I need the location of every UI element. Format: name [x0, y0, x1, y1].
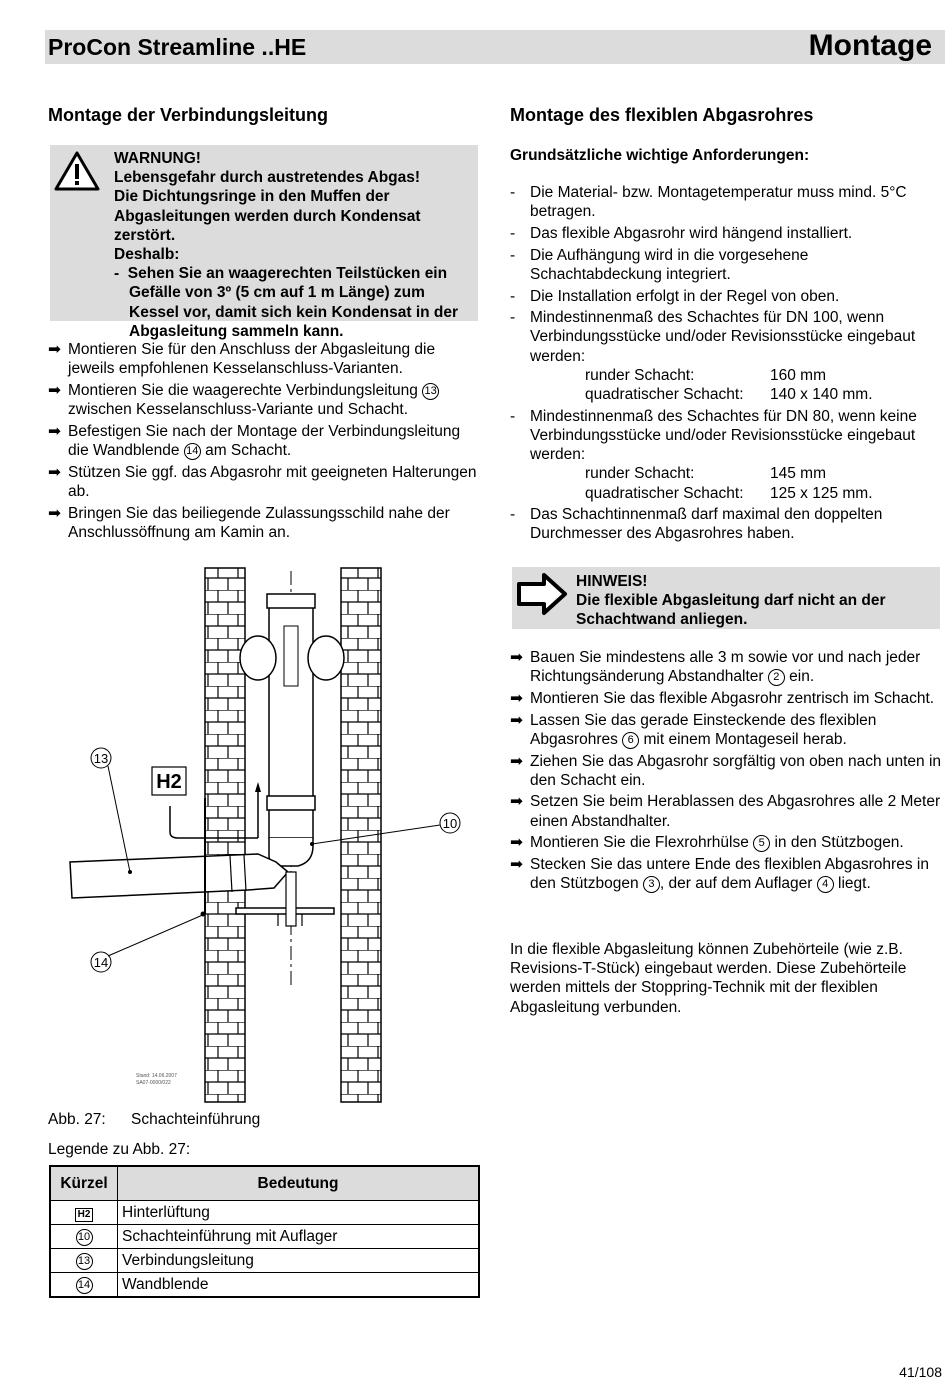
note-label: HINWEIS!	[576, 573, 648, 590]
callout-number: 13	[76, 1253, 93, 1270]
requirements-list	[510, 183, 942, 546]
list-item: - Das flexible Abgasrohr wird hängend installiert.	[510, 224, 853, 242]
left-heading: Montage der Verbindungsleitung	[48, 105, 329, 125]
warning-line: Die Dichtungsringe in den Muffen der Abgasleitungen werden durch Kondensat zerstört.	[114, 188, 421, 244]
callout-number: 10	[76, 1229, 93, 1246]
arrow-right-icon: ➡	[48, 504, 61, 522]
figure-shaft-entry	[48, 566, 480, 1104]
callout-number: 2	[768, 669, 785, 686]
horizontal-pipe	[70, 854, 288, 898]
callout-10: 10	[442, 816, 458, 831]
arrow-right-icon: ➡	[510, 834, 523, 852]
accessories-paragraph: In die flexible Abgasleitung können Zubehörteile (wie z.B. Revisions-T-Stück) eingebaut werden. Diese Zubehörteile werden mittels der Stoppring-Technik mit der flexiblen Abgasleitung verbunden.	[510, 941, 907, 1016]
label-h2: H2	[156, 771, 182, 793]
arrow-right-icon: ➡	[48, 463, 61, 481]
drawing-stamp: Stand: 14.06.2007	[136, 1073, 177, 1079]
list-item: - Mindestinnenmaß des Schachtes für DN 80, wenn keine Verbindungsstücke und/oder Revisionsstücke eingebaut werden: runder Schacht: 145 mm quadratischer Schacht: 125 x 125 mm.	[510, 407, 917, 502]
list-item: ➡ Ziehen Sie das Abgasrohr sorgfältig von oben nach unten in den Schacht ein.	[510, 752, 942, 789]
list-item: ➡ Montieren Sie für den Anschluss der Abgasleitung die jeweils empfohlenen Kesselanschluss-Varianten.	[48, 341, 436, 378]
right-steps	[510, 648, 942, 896]
list-item: - Die Aufhängung wird in die vorgesehene Schachtabdeckung integriert.	[510, 246, 809, 283]
list-item: ➡ Lassen Sie das gerade Einsteckende des flexiblen Abgasrohres 6 mit einem Montageseil herab.	[510, 711, 877, 748]
note-text	[576, 572, 936, 630]
arrow-right-icon: ➡	[48, 381, 61, 399]
arrow-right-icon: ➡	[510, 856, 523, 874]
list-item: ➡ Bauen Sie mindestens alle 3 m sowie vor und nach jeder Richtungsänderung Abstandhalter 2 ein.	[510, 649, 921, 686]
list-item: ➡ Stecken Sie das untere Ende des flexiblen Abgasrohres in den Stützbogen 3 , der auf dem Auflager 4 liegt.	[510, 856, 929, 893]
arrow-right-icon: ➡	[510, 649, 523, 666]
warning-icon	[54, 150, 100, 192]
list-item: ➡ Stützen Sie ggf. das Abgasrohr mit geeigneten Halterungen ab.	[48, 463, 477, 500]
column-header: Kürzel	[50, 1166, 118, 1201]
table-row: 14 Wandblende	[50, 1273, 479, 1298]
arrow-right-icon: ➡	[510, 793, 523, 811]
note-body: Die flexible Abgasleitung darf nicht an der Schachtwand anliegen.	[576, 592, 886, 629]
list-item: ➡ Montieren Sie das flexible Abgasrohr zentrisch im Schacht.	[510, 689, 935, 707]
arrow-right-icon: ➡	[510, 711, 523, 729]
list-item: - Die Installation erfolgt in der Regel von oben.	[510, 287, 840, 305]
warning-label: WARNUNG!	[114, 150, 201, 167]
legend-title: Legende zu Abb. 27:	[48, 1141, 191, 1158]
arrow-right-icon: ➡	[48, 341, 61, 358]
symbol-h2: H2	[75, 1208, 94, 1222]
warning-item: - Sehen Sie an waagerechten Teilstücken ein Gefälle von 3º (5 cm auf 1 m Länge) zum Kessel vor, damit sich kein Kondensat in der Abgasleitung sammeln kann.	[114, 265, 459, 340]
warning-line: Deshalb:	[114, 246, 180, 264]
support-bracket	[236, 908, 334, 914]
drawing-stamp: SA07-0000/022	[136, 1080, 171, 1086]
table-row: 13 Verbindungsleitung	[50, 1249, 479, 1273]
callout-number: 3	[643, 876, 660, 893]
table-row: H2 Hinterlüftung	[50, 1201, 479, 1225]
arrow-right-icon: ➡	[510, 752, 523, 770]
callout-number: 5	[753, 835, 770, 852]
list-item: ➡ Bringen Sie das beiliegende Zulassungsschild nahe der Anschlussöffnung am Kamin an.	[48, 504, 450, 541]
warning-line: Lebensgefahr durch austretendes Abgas!	[114, 169, 421, 187]
document-title: ProCon Streamline ..HE	[48, 34, 307, 60]
right-heading: Montage des flexiblen Abgasrohres	[510, 105, 814, 125]
figure-caption: Abb. 27: Schachteinführung	[48, 1111, 261, 1128]
hand-pointer-arrow-icon	[516, 572, 568, 616]
warning-text	[114, 149, 476, 341]
callout-number: 13	[422, 383, 439, 400]
arrow-right-icon: ➡	[48, 422, 61, 440]
callout-number: 4	[817, 876, 834, 893]
section-title: Montage	[808, 29, 932, 62]
list-item: - Die Material- bzw. Montagetemperatur muss mind. 5°C betragen.	[510, 184, 907, 221]
callout-number: 14	[76, 1277, 93, 1294]
callout-13: 13	[93, 751, 109, 766]
table-row: 10 Schachteinführung mit Auflager	[50, 1225, 479, 1249]
requirements-heading: Grundsätzliche wichtige Anforderungen:	[510, 147, 810, 164]
left-steps	[48, 340, 480, 545]
callout-number: 14	[184, 443, 201, 460]
arrow-right-icon: ➡	[510, 689, 523, 707]
list-item: ➡ Montieren Sie die waagerechte Verbindungsleitung 13 zwischen Kesselanschluss-Variante und Schacht.	[48, 381, 480, 419]
list-item: ➡ Montieren Sie die Flexrohrhülse 5 in den Stützbogen.	[510, 834, 904, 852]
legend-table	[49, 1165, 480, 1298]
list-item: - Das Schachtinnenmaß darf maximal den doppelten Durchmesser des Abgasrohres haben.	[510, 506, 883, 543]
list-item: - Mindestinnenmaß des Schachtes für DN 100, wenn Verbindungsstücke und/oder Revisionsstücke eingebaut werden: runder Schacht: 160 mm quadratischer Schacht: 140 x 140 mm.	[510, 309, 916, 404]
wall-left	[205, 568, 245, 1102]
callout-14: 14	[93, 955, 109, 970]
list-item: ➡ Setzen Sie beim Herablassen des Abgasrohres alle 2 Meter einen Abstandhalter.	[510, 793, 941, 830]
callout-number: 6	[622, 732, 639, 749]
page-number: 41/108	[899, 1364, 942, 1380]
column-header: Bedeutung	[118, 1166, 480, 1201]
list-item: ➡ Befestigen Sie nach der Montage der Verbindungsleitung die Wandblende 14 am Schacht.	[48, 422, 461, 460]
